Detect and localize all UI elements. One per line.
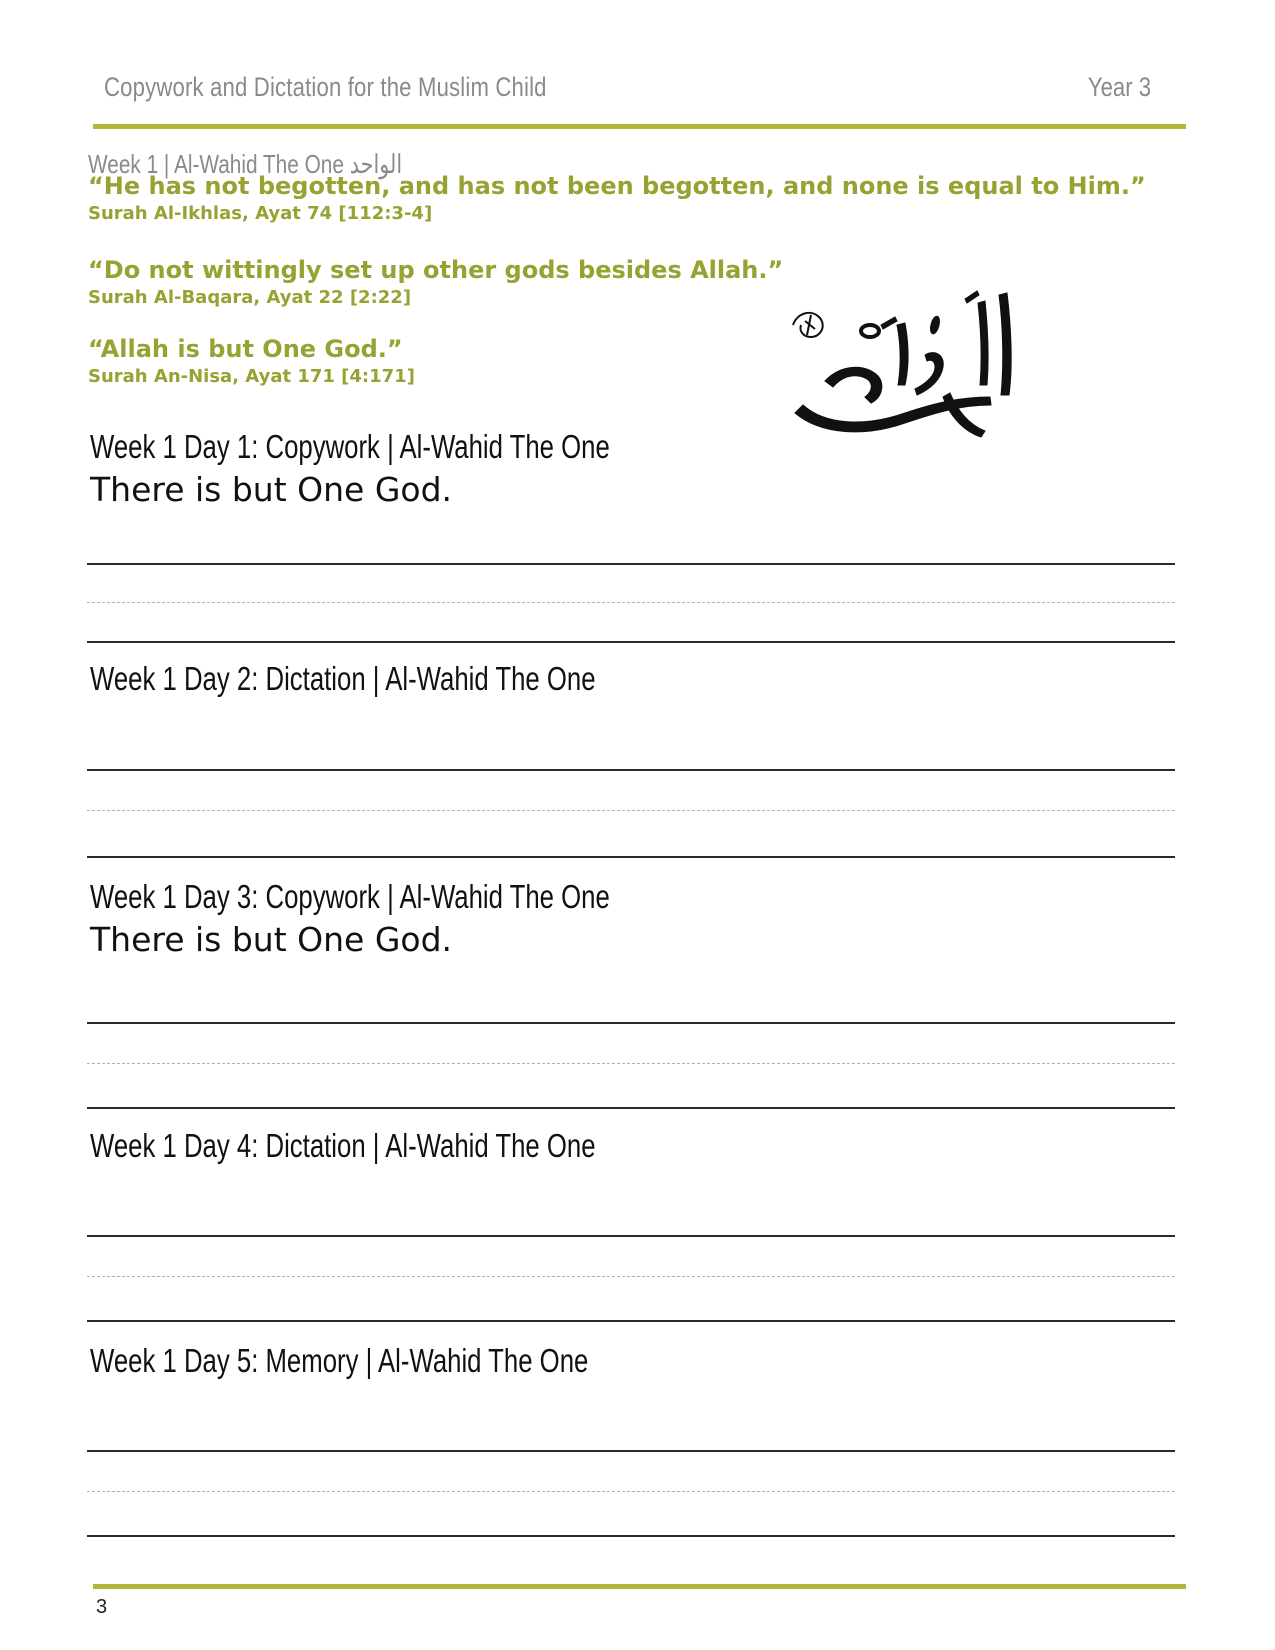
day-3-title: Week 1 Day 3: Copywork | Al-Wahid The One bbox=[90, 878, 610, 915]
page-number: 3 bbox=[96, 1596, 108, 1618]
document-title: Copywork and Dictation for the Muslim Child bbox=[104, 72, 547, 102]
day-1-title: Week 1 Day 1: Copywork | Al-Wahid The One bbox=[90, 428, 610, 465]
writing-line-mid bbox=[87, 602, 1175, 603]
header-divider bbox=[93, 124, 1186, 129]
day-4-title: Week 1 Day 4: Dictation | Al-Wahid The One bbox=[90, 1127, 596, 1164]
writing-line-bottom bbox=[87, 1320, 1175, 1322]
writing-line-mid bbox=[87, 1491, 1175, 1492]
year-label: Year 3 bbox=[1087, 72, 1151, 102]
citation-1: Surah Al-Ikhlas, Ayat 74 [112:3-4] bbox=[88, 203, 433, 224]
writing-line-top bbox=[87, 563, 1175, 565]
day-3-sentence: There is but One God. bbox=[90, 920, 453, 959]
day-2-title: Week 1 Day 2: Dictation | Al-Wahid The One bbox=[90, 660, 596, 697]
writing-line-bottom bbox=[87, 856, 1175, 858]
writing-line-mid bbox=[87, 810, 1175, 811]
writing-line-mid bbox=[87, 1063, 1175, 1064]
day-5-title: Week 1 Day 5: Memory | Al-Wahid The One bbox=[90, 1342, 589, 1379]
quote-1: “He has not begotten, and has not been begotten, and none is equal to Him.” bbox=[88, 172, 1146, 200]
citation-3: Surah An-Nisa, Ayat 171 [4:171] bbox=[88, 366, 415, 387]
citation-2: Surah Al-Baqara, Ayat 22 [2:22] bbox=[88, 287, 412, 308]
writing-line-top bbox=[87, 1235, 1175, 1237]
writing-line-bottom bbox=[87, 641, 1175, 643]
writing-line-mid bbox=[87, 1276, 1175, 1277]
day-1-sentence: There is but One God. bbox=[90, 470, 453, 509]
quote-3: “Allah is but One God.” bbox=[88, 335, 403, 363]
al-wahid-calligraphy bbox=[785, 285, 1035, 440]
footer-divider bbox=[93, 1584, 1186, 1589]
writing-line-top bbox=[87, 1450, 1175, 1452]
writing-line-bottom bbox=[87, 1535, 1175, 1537]
writing-line-top bbox=[87, 769, 1175, 771]
writing-line-bottom bbox=[87, 1107, 1175, 1109]
week-title: Week 1 | Al-Wahid The One الواحد bbox=[88, 149, 403, 179]
writing-line-top bbox=[87, 1022, 1175, 1024]
quote-2: “Do not wittingly set up other gods besides Allah.” bbox=[88, 256, 784, 284]
